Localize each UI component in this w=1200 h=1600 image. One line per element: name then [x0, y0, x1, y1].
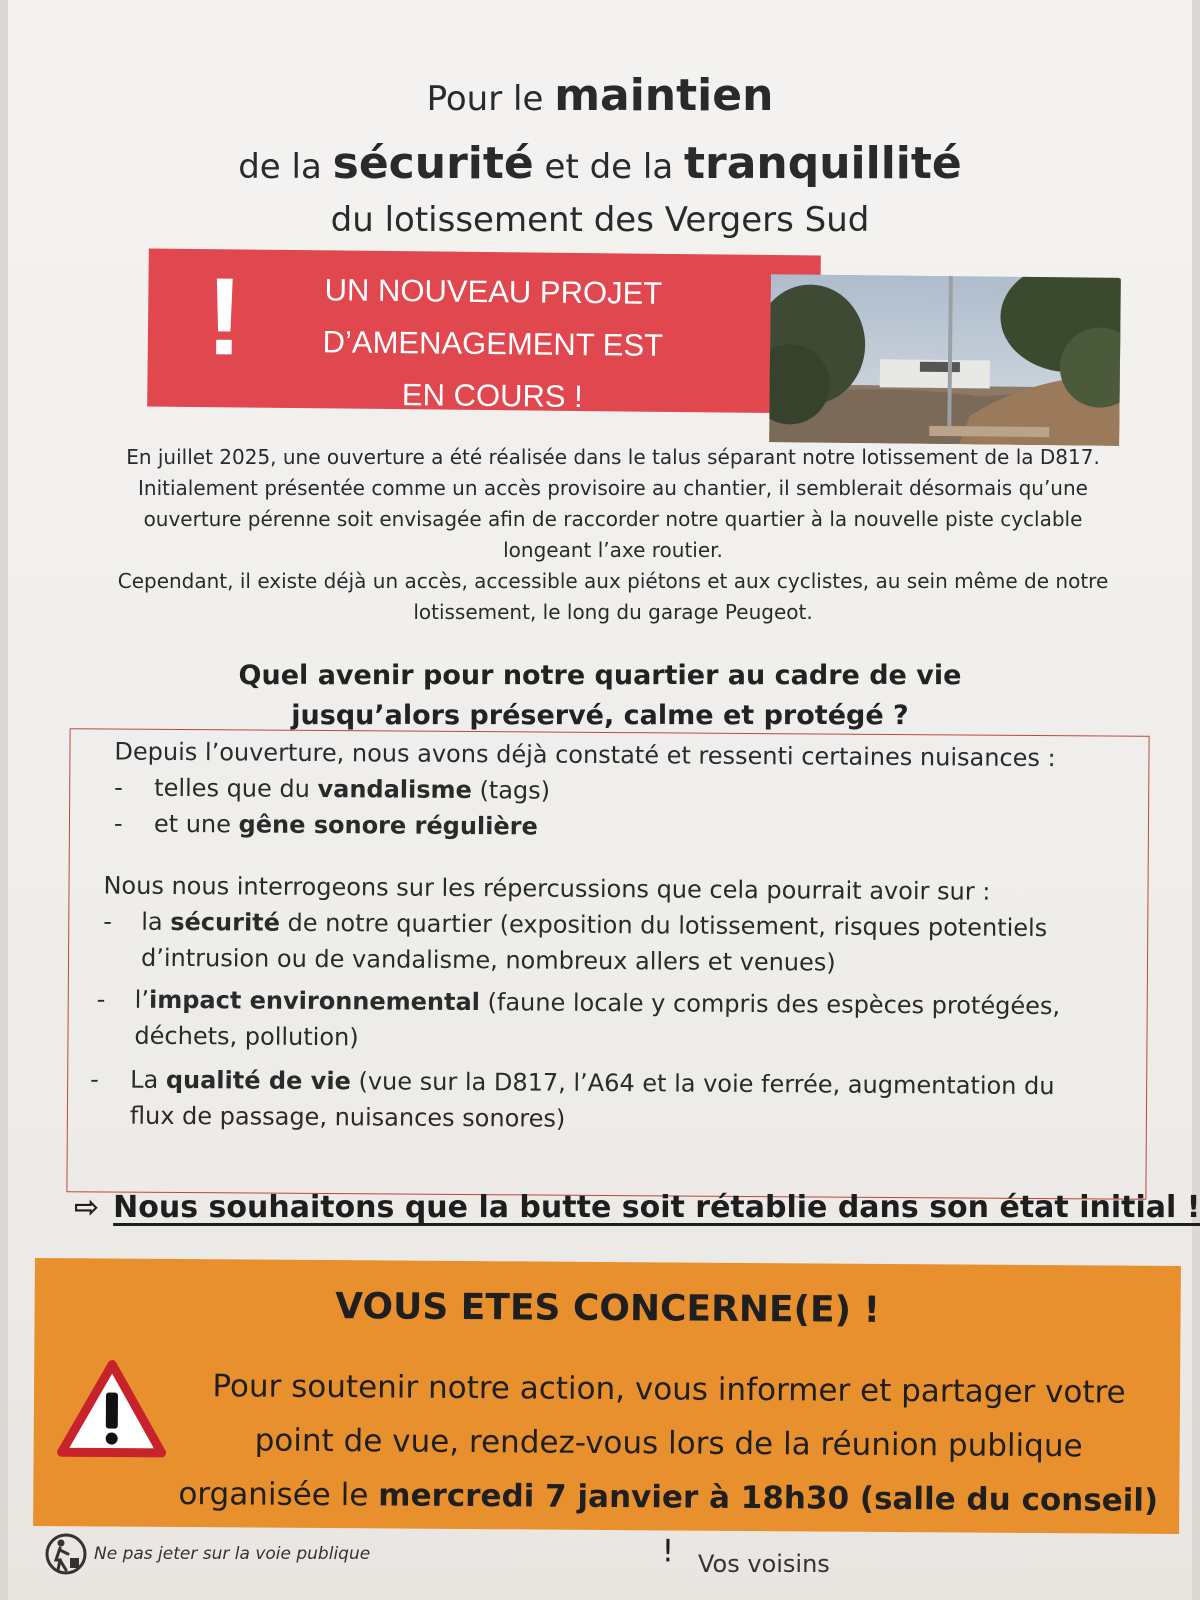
- title-emphasis: sécurité: [332, 138, 534, 189]
- list-item-text: flux de passage, nuisances sonores): [129, 1101, 566, 1133]
- banner-text: [292, 264, 694, 424]
- list-text: et une: [153, 809, 239, 839]
- meeting-date: mercredi 7 janvier à 18h30 (salle du conseil): [378, 1477, 1159, 1519]
- question-line-2: jusqu’alors préservé, calme et protégé ?: [291, 700, 909, 731]
- list-item-text: [130, 1066, 1055, 1100]
- banner-line: EN COURS !: [401, 377, 583, 415]
- title-text: Pour le: [426, 79, 555, 119]
- list-text: telles que du: [154, 773, 318, 803]
- list-item: [114, 774, 123, 802]
- title-line-3: du lotissement des Vergers Sud: [330, 200, 870, 240]
- concerns-intro: Nous nous interrogeons sur les répercussions que cela pourrait avoir sur :: [103, 871, 991, 906]
- list-item-text: [141, 908, 1047, 942]
- list-emphasis: qualité de vie: [165, 1065, 351, 1096]
- bullet-dash: -: [90, 1065, 99, 1094]
- site-photo: [769, 274, 1121, 446]
- list-item: [90, 1065, 99, 1093]
- question-line-1: Quel avenir pour notre quartier au cadre de vie: [238, 660, 962, 691]
- bullet-dash: -: [103, 907, 113, 936]
- bullet-dash: -: [114, 773, 123, 802]
- list-text: (vue sur la D817, l’A64 et la voie ferrée, augmentation du: [350, 1067, 1055, 1101]
- title-text: de la: [238, 147, 333, 187]
- callout-line: point de vue, rendez-vous lors de la réunion publique: [254, 1422, 1083, 1465]
- title-line-2: [8, 138, 1192, 189]
- flyer-page: [8, 0, 1200, 1600]
- list-item-text: déchets, pollution): [134, 1021, 359, 1052]
- exclamation-icon: !: [205, 255, 244, 379]
- banner-line: D’AMENAGEMENT EST: [322, 324, 664, 363]
- list-item: [97, 985, 106, 1013]
- list-item: [103, 907, 112, 935]
- list-item-text: [154, 810, 538, 841]
- goal-statement: [74, 1190, 1200, 1225]
- title-emphasis: maintien: [554, 70, 774, 121]
- intro-paragraph: Cependant, il existe déjà un accès, accessible aux piétons et aux cyclistes, au sein même de notre lotissement, le long du garage Peugeot.: [117, 569, 1109, 624]
- title-line-1: [8, 70, 1192, 121]
- list-item: [114, 810, 123, 838]
- callout-line: Pour soutenir notre action, vous informer et partager votre: [212, 1368, 1126, 1411]
- title-text: et de la: [533, 147, 684, 187]
- no-littering-icon: [44, 1532, 88, 1576]
- bullet-dash: -: [113, 809, 123, 838]
- list-emphasis: sécurité: [170, 907, 281, 937]
- list-text: (faune locale y compris des espèces protégées,: [479, 988, 1061, 1021]
- arrow-right-icon: ⇨: [74, 1190, 100, 1225]
- warning-triangle-icon: [56, 1358, 169, 1459]
- callout-text-part: !: [661, 1533, 675, 1570]
- bullet-dash: -: [96, 985, 106, 1014]
- litter-text: Ne pas jeter sur la voie publique: [94, 1544, 371, 1564]
- intro-paragraph: En juillet 2025, une ouverture a été réalisée dans le talus séparant notre lotissement de la D817. Initialement présentée comme un accès provisoire au chantier, il semblerait désormais qu’une ouverture pérenne soit envisagée afin de raccorder notre quartier à la nouvelle piste cyclable longeant l’axe routier.: [126, 445, 1100, 562]
- intro-text: [113, 442, 1113, 628]
- concerns-intro: Depuis l’ouverture, nous avons déjà constaté et ressenti certaines nuisances :: [114, 737, 1056, 773]
- title-emphasis: tranquillité: [683, 138, 962, 189]
- concerns-box: [66, 728, 1149, 1200]
- list-item-text: [154, 774, 550, 805]
- signature: Vos voisins: [698, 1550, 830, 1578]
- list-text: La: [130, 1065, 166, 1094]
- list-text: l’: [134, 985, 150, 1014]
- banner-line: UN NOUVEAU PROJET: [324, 272, 663, 311]
- list-text: de notre quartier (exposition du lotissement, risques potentiels: [279, 908, 1048, 943]
- list-emphasis: vandalisme: [317, 774, 472, 805]
- list-emphasis: gêne sonore régulière: [238, 810, 538, 841]
- callout-text-part: organisée le: [178, 1476, 379, 1514]
- list-item-text: d’intrusion ou de vandalisme, nombreux allers et venues): [140, 943, 836, 977]
- list-text: la: [141, 907, 171, 936]
- litter-notice: [44, 1532, 370, 1576]
- callout-heading: VOUS ETES CONCERNE(E) !: [335, 1286, 881, 1331]
- goal-text: Nous souhaitons que la butte soit rétablie dans son état initial !: [113, 1190, 1200, 1225]
- list-item-text: [135, 986, 1061, 1020]
- list-text: (tags): [471, 776, 551, 805]
- list-emphasis: impact environnemental: [148, 985, 481, 1017]
- project-banner: [147, 248, 821, 413]
